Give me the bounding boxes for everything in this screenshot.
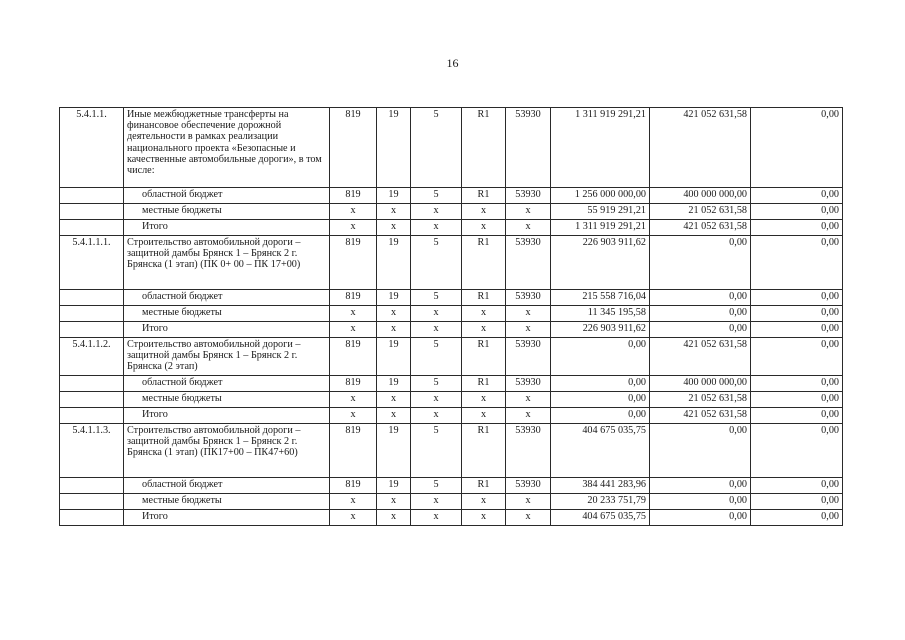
code-project-cell: х (462, 494, 506, 510)
code-direction-cell: 53930 (506, 108, 551, 188)
item-name-cell: Итого (124, 408, 330, 424)
code-program-cell: 19 (377, 376, 411, 392)
code-direction-cell: х (506, 510, 551, 526)
item-name-cell: областной бюджет (124, 478, 330, 494)
code-ministry-cell: х (330, 494, 377, 510)
code-direction-cell: х (506, 220, 551, 236)
code-subprogram-cell: х (411, 322, 462, 338)
amount-year3-cell: 0,00 (751, 188, 843, 204)
code-subprogram-cell: 5 (411, 108, 462, 188)
item-name-cell: местные бюджеты (124, 494, 330, 510)
table-row (60, 510, 843, 526)
code-direction-cell: 53930 (506, 338, 551, 376)
code-program-cell: х (377, 220, 411, 236)
code-program-cell: 19 (377, 338, 411, 376)
code-direction-cell: х (506, 408, 551, 424)
code-ministry-cell: х (330, 306, 377, 322)
amount-year1-cell: 20 233 751,79 (551, 494, 650, 510)
item-name-cell: Строительство автомобильной дороги – защитной дамбы Брянск 1 – Брянск 2 г. Брянска (1 этап) (ПК 0+ 00 – ПК 17+00) (124, 236, 330, 290)
table-row (60, 204, 843, 220)
code-project-cell: х (462, 408, 506, 424)
item-number-cell (60, 290, 124, 306)
code-subprogram-cell: 5 (411, 424, 462, 478)
table-row (60, 494, 843, 510)
amount-year3-cell: 0,00 (751, 322, 843, 338)
code-subprogram-cell: 5 (411, 376, 462, 392)
table-row (60, 220, 843, 236)
code-direction-cell: 53930 (506, 290, 551, 306)
code-program-cell: 19 (377, 108, 411, 188)
item-name-cell: Итого (124, 220, 330, 236)
code-program-cell: х (377, 204, 411, 220)
code-project-cell: х (462, 510, 506, 526)
code-project-cell: х (462, 392, 506, 408)
amount-year3-cell: 0,00 (751, 306, 843, 322)
code-project-cell: R1 (462, 236, 506, 290)
code-subprogram-cell: 5 (411, 478, 462, 494)
code-direction-cell: 53930 (506, 376, 551, 392)
amount-year3-cell: 0,00 (751, 204, 843, 220)
code-project-cell: R1 (462, 338, 506, 376)
code-project-cell: R1 (462, 188, 506, 204)
code-subprogram-cell: х (411, 408, 462, 424)
item-number-cell (60, 220, 124, 236)
table-row (60, 108, 843, 188)
code-project-cell: х (462, 322, 506, 338)
amount-year2-cell: 400 000 000,00 (650, 376, 751, 392)
code-direction-cell: х (506, 494, 551, 510)
amount-year2-cell: 0,00 (650, 322, 751, 338)
amount-year2-cell: 0,00 (650, 494, 751, 510)
amount-year1-cell: 0,00 (551, 376, 650, 392)
code-subprogram-cell: х (411, 306, 462, 322)
item-number-cell (60, 510, 124, 526)
amount-year1-cell: 226 903 911,62 (551, 236, 650, 290)
code-ministry-cell: х (330, 220, 377, 236)
item-name-cell: Иные межбюджетные трансферты на финансовое обеспечение дорожной деятельности в рамках реализации национального проекта «Безопасные и качественные автомобильные дороги», в том числе: (124, 108, 330, 188)
amount-year3-cell: 0,00 (751, 392, 843, 408)
amount-year3-cell: 0,00 (751, 510, 843, 526)
item-number-cell (60, 376, 124, 392)
code-subprogram-cell: 5 (411, 290, 462, 306)
item-number-cell: 5.4.1.1.3. (60, 424, 124, 478)
item-number-cell: 5.4.1.1.2. (60, 338, 124, 376)
item-number-cell (60, 204, 124, 220)
item-name-cell: Итого (124, 510, 330, 526)
item-name-cell: местные бюджеты (124, 306, 330, 322)
amount-year2-cell: 0,00 (650, 478, 751, 494)
amount-year1-cell: 0,00 (551, 338, 650, 376)
code-program-cell: 19 (377, 236, 411, 290)
code-ministry-cell: 819 (330, 376, 377, 392)
code-ministry-cell: х (330, 322, 377, 338)
page-number: 16 (446, 56, 459, 70)
code-ministry-cell: 819 (330, 290, 377, 306)
item-number-cell (60, 408, 124, 424)
amount-year3-cell: 0,00 (751, 236, 843, 290)
item-name-cell: Строительство автомобильной дороги – защитной дамбы Брянск 1 – Брянск 2 г. Брянска (1 этап) (ПК17+00 – ПК47+60) (124, 424, 330, 478)
code-direction-cell: 53930 (506, 188, 551, 204)
code-project-cell: R1 (462, 290, 506, 306)
code-ministry-cell: 819 (330, 424, 377, 478)
code-subprogram-cell: 5 (411, 236, 462, 290)
item-number-cell: 5.4.1.1. (60, 108, 124, 188)
item-number-cell (60, 188, 124, 204)
amount-year3-cell: 0,00 (751, 376, 843, 392)
code-subprogram-cell: х (411, 494, 462, 510)
code-project-cell: х (462, 306, 506, 322)
amount-year3-cell: 0,00 (751, 290, 843, 306)
code-direction-cell: х (506, 392, 551, 408)
amount-year2-cell: 421 052 631,58 (650, 108, 751, 188)
table-body (60, 108, 843, 526)
table-row (60, 408, 843, 424)
amount-year3-cell: 0,00 (751, 108, 843, 188)
amount-year2-cell: 0,00 (650, 424, 751, 478)
amount-year1-cell: 0,00 (551, 408, 650, 424)
code-subprogram-cell: х (411, 510, 462, 526)
item-number-cell (60, 392, 124, 408)
code-direction-cell: х (506, 322, 551, 338)
amount-year2-cell: 21 052 631,58 (650, 204, 751, 220)
code-program-cell: 19 (377, 188, 411, 204)
amount-year3-cell: 0,00 (751, 424, 843, 478)
code-direction-cell: х (506, 306, 551, 322)
amount-year1-cell: 1 256 000 000,00 (551, 188, 650, 204)
code-ministry-cell: 819 (330, 478, 377, 494)
item-name-cell: областной бюджет (124, 290, 330, 306)
amount-year1-cell: 384 441 283,96 (551, 478, 650, 494)
amount-year2-cell: 400 000 000,00 (650, 188, 751, 204)
code-ministry-cell: х (330, 408, 377, 424)
code-subprogram-cell: х (411, 204, 462, 220)
item-name-cell: Итого (124, 322, 330, 338)
code-ministry-cell: 819 (330, 236, 377, 290)
code-ministry-cell: х (330, 510, 377, 526)
amount-year2-cell: 421 052 631,58 (650, 408, 751, 424)
code-program-cell: 19 (377, 478, 411, 494)
amount-year1-cell: 404 675 035,75 (551, 510, 650, 526)
code-program-cell: 19 (377, 290, 411, 306)
code-direction-cell: 53930 (506, 478, 551, 494)
item-name-cell: Строительство автомобильной дороги – защитной дамбы Брянск 1 – Брянск 2 г. Брянска (2 этап) (124, 338, 330, 376)
amount-year1-cell: 1 311 919 291,21 (551, 220, 650, 236)
code-ministry-cell: 819 (330, 108, 377, 188)
item-number-cell (60, 494, 124, 510)
code-project-cell: R1 (462, 478, 506, 494)
table-row (60, 188, 843, 204)
table-row (60, 478, 843, 494)
item-name-cell: областной бюджет (124, 376, 330, 392)
amount-year1-cell: 11 345 195,58 (551, 306, 650, 322)
table-row (60, 290, 843, 306)
item-number-cell (60, 478, 124, 494)
amount-year2-cell: 21 052 631,58 (650, 392, 751, 408)
amount-year1-cell: 226 903 911,62 (551, 322, 650, 338)
amount-year3-cell: 0,00 (751, 478, 843, 494)
amount-year1-cell: 0,00 (551, 392, 650, 408)
table-row (60, 306, 843, 322)
amount-year1-cell: 1 311 919 291,21 (551, 108, 650, 188)
item-name-cell: местные бюджеты (124, 392, 330, 408)
amount-year1-cell: 404 675 035,75 (551, 424, 650, 478)
code-project-cell: R1 (462, 376, 506, 392)
item-number-cell: 5.4.1.1.1. (60, 236, 124, 290)
amount-year2-cell: 0,00 (650, 306, 751, 322)
amount-year2-cell: 421 052 631,58 (650, 220, 751, 236)
amount-year2-cell: 0,00 (650, 236, 751, 290)
amount-year2-cell: 0,00 (650, 290, 751, 306)
code-project-cell: R1 (462, 108, 506, 188)
table-row (60, 338, 843, 376)
item-number-cell (60, 322, 124, 338)
table-row (60, 424, 843, 478)
amount-year2-cell: 421 052 631,58 (650, 338, 751, 376)
amount-year2-cell: 0,00 (650, 510, 751, 526)
table-row (60, 376, 843, 392)
amount-year3-cell: 0,00 (751, 338, 843, 376)
amount-year3-cell: 0,00 (751, 220, 843, 236)
table-row (60, 392, 843, 408)
code-program-cell: х (377, 494, 411, 510)
code-ministry-cell: 819 (330, 338, 377, 376)
code-project-cell: х (462, 204, 506, 220)
amount-year1-cell: 55 919 291,21 (551, 204, 650, 220)
code-program-cell: 19 (377, 424, 411, 478)
table-row (60, 322, 843, 338)
item-name-cell: областной бюджет (124, 188, 330, 204)
item-number-cell (60, 306, 124, 322)
code-project-cell: R1 (462, 424, 506, 478)
code-subprogram-cell: х (411, 392, 462, 408)
budget-table (59, 107, 843, 526)
code-ministry-cell: х (330, 392, 377, 408)
code-program-cell: х (377, 510, 411, 526)
item-name-cell: местные бюджеты (124, 204, 330, 220)
code-program-cell: х (377, 322, 411, 338)
code-direction-cell: 53930 (506, 236, 551, 290)
code-project-cell: х (462, 220, 506, 236)
code-ministry-cell: х (330, 204, 377, 220)
code-program-cell: х (377, 392, 411, 408)
code-program-cell: х (377, 408, 411, 424)
code-direction-cell: х (506, 204, 551, 220)
amount-year3-cell: 0,00 (751, 408, 843, 424)
table-row (60, 236, 843, 290)
code-ministry-cell: 819 (330, 188, 377, 204)
code-subprogram-cell: х (411, 220, 462, 236)
code-subprogram-cell: 5 (411, 338, 462, 376)
code-direction-cell: 53930 (506, 424, 551, 478)
amount-year1-cell: 215 558 716,04 (551, 290, 650, 306)
code-program-cell: х (377, 306, 411, 322)
code-subprogram-cell: 5 (411, 188, 462, 204)
amount-year3-cell: 0,00 (751, 494, 843, 510)
